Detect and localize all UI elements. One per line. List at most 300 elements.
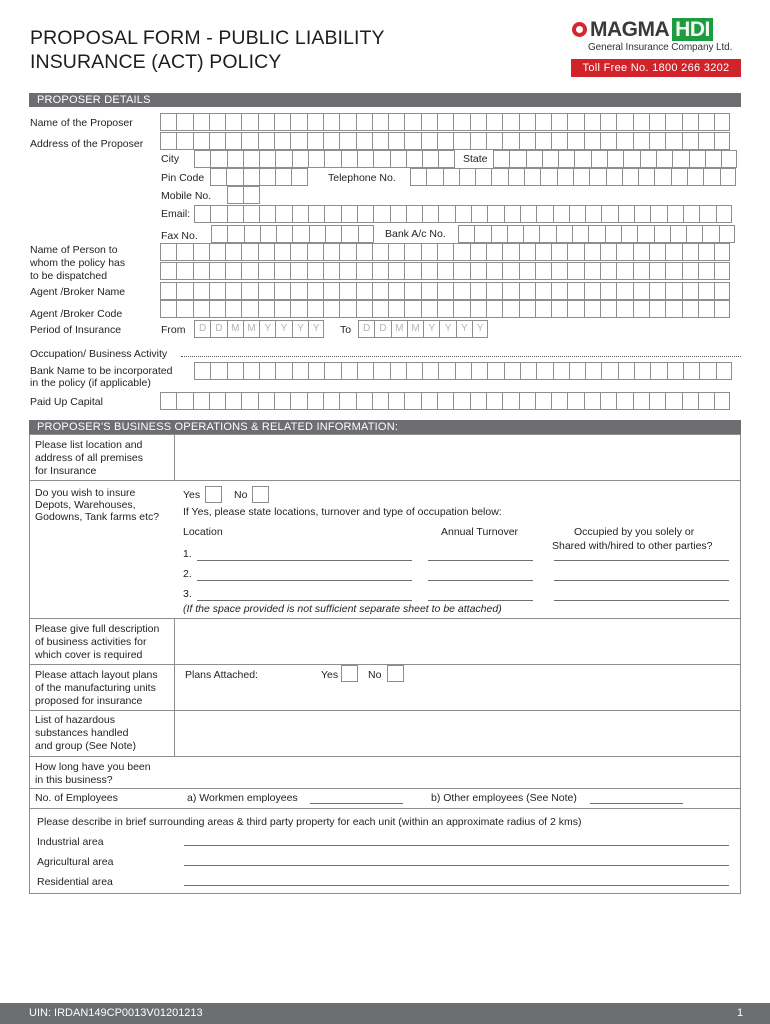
city-input-box[interactable] — [406, 150, 422, 168]
email-input[interactable] — [194, 205, 732, 223]
proposer-name-input-box[interactable] — [633, 113, 649, 131]
agent-code-input-box[interactable] — [193, 300, 209, 318]
bank-ac-input-box[interactable] — [654, 225, 670, 243]
mobile-input-box[interactable] — [243, 186, 259, 204]
occupied-input-2[interactable] — [554, 580, 729, 581]
proposer-address-input-box[interactable] — [437, 132, 453, 150]
proposer-name-input-box[interactable] — [193, 113, 209, 131]
dispatch-input-2-box[interactable] — [437, 262, 453, 280]
dispatch-input-2-box[interactable] — [551, 262, 567, 280]
dispatch-input-2-box[interactable] — [209, 262, 225, 280]
fax-input-box[interactable] — [244, 225, 260, 243]
paid-up-input-box[interactable] — [339, 392, 355, 410]
city-input-box[interactable] — [275, 150, 291, 168]
dispatch-input-1-box[interactable] — [584, 243, 600, 261]
plans-no-checkbox[interactable] — [387, 665, 404, 682]
agent-name-input-box[interactable] — [193, 282, 209, 300]
paid-up-input-box[interactable] — [404, 392, 420, 410]
proposer-name-input-box[interactable] — [502, 113, 518, 131]
occupied-input-3[interactable] — [554, 600, 729, 601]
agent-code-input-box[interactable] — [372, 300, 388, 318]
agent-name-input-box[interactable] — [600, 282, 616, 300]
dispatch-input-2-box[interactable] — [241, 262, 257, 280]
agent-code-input-box[interactable] — [209, 300, 225, 318]
city-input-box[interactable] — [341, 150, 357, 168]
period-to-input[interactable] — [358, 320, 488, 338]
proposer-address-input-box[interactable] — [339, 132, 355, 150]
proposer-name-input-box[interactable] — [616, 113, 632, 131]
agent-code-input-box[interactable] — [356, 300, 372, 318]
period-from-input-box[interactable]: D — [210, 320, 226, 338]
agent-name-input-box[interactable] — [470, 282, 486, 300]
dispatch-input-1-box[interactable] — [274, 243, 290, 261]
paid-up-input-box[interactable] — [470, 392, 486, 410]
telephone-input-box[interactable] — [573, 168, 589, 186]
email-input-box[interactable] — [699, 205, 715, 223]
proposer-address-input-box[interactable] — [258, 132, 274, 150]
dispatch-input-2-box[interactable] — [323, 262, 339, 280]
fax-input-box[interactable] — [260, 225, 276, 243]
dispatch-input-1-box[interactable] — [160, 243, 176, 261]
bank-ac-input-box[interactable] — [507, 225, 523, 243]
telephone-input-box[interactable] — [540, 168, 556, 186]
dispatch-input-1-box[interactable] — [209, 243, 225, 261]
period-to-input-box[interactable]: Y — [456, 320, 472, 338]
city-input[interactable] — [194, 150, 455, 168]
paid-up-input-box[interactable] — [600, 392, 616, 410]
dispatch-input-2-box[interactable] — [453, 262, 469, 280]
bank-ac-input-box[interactable] — [572, 225, 588, 243]
proposer-name-input-box[interactable] — [356, 113, 372, 131]
dispatch-input-2-box[interactable] — [519, 262, 535, 280]
agent-name-input-box[interactable] — [356, 282, 372, 300]
agent-name-input-box[interactable] — [307, 282, 323, 300]
proposer-name-input-box[interactable] — [698, 113, 714, 131]
dispatch-input-1-box[interactable] — [176, 243, 192, 261]
city-input-box[interactable] — [422, 150, 438, 168]
dispatch-input-2-box[interactable] — [470, 262, 486, 280]
agent-code-input-box[interactable] — [323, 300, 339, 318]
proposer-name-input-box[interactable] — [160, 113, 176, 131]
bank-name-input-box[interactable] — [455, 362, 471, 380]
agent-name-input-box[interactable] — [258, 282, 274, 300]
paid-up-input-box[interactable] — [421, 392, 437, 410]
dispatch-input-1-box[interactable] — [193, 243, 209, 261]
location-input-1[interactable] — [197, 560, 412, 561]
dispatch-input-2-box[interactable] — [567, 262, 583, 280]
proposer-name-input-box[interactable] — [388, 113, 404, 131]
dispatch-input-2-box[interactable] — [502, 262, 518, 280]
paid-up-input-box[interactable] — [307, 392, 323, 410]
proposer-address-input-box[interactable] — [616, 132, 632, 150]
email-input-box[interactable] — [683, 205, 699, 223]
agent-code-input-box[interactable] — [616, 300, 632, 318]
telephone-input-box[interactable] — [720, 168, 736, 186]
email-input-box[interactable] — [455, 205, 471, 223]
proposer-name-input-box[interactable] — [453, 113, 469, 131]
proposer-address-input-box[interactable] — [388, 132, 404, 150]
proposer-address-input-box[interactable] — [372, 132, 388, 150]
fax-input-box[interactable] — [309, 225, 325, 243]
agent-name-input-box[interactable] — [274, 282, 290, 300]
dispatch-input-1-box[interactable] — [649, 243, 665, 261]
state-input-box[interactable] — [493, 150, 509, 168]
bank-ac-input-box[interactable] — [702, 225, 718, 243]
pin-code-input-box[interactable] — [243, 168, 259, 186]
proposer-name-input-box[interactable] — [649, 113, 665, 131]
proposer-name-input-box[interactable] — [421, 113, 437, 131]
bank-name-input-box[interactable] — [194, 362, 210, 380]
agent-code-input-box[interactable] — [421, 300, 437, 318]
bank-ac-input-box[interactable] — [458, 225, 474, 243]
agent-code-input-box[interactable] — [225, 300, 241, 318]
bank-name-input-box[interactable] — [716, 362, 732, 380]
proposer-name-input-box[interactable] — [258, 113, 274, 131]
dispatch-input-1-box[interactable] — [437, 243, 453, 261]
dispatch-input-2-box[interactable] — [307, 262, 323, 280]
proposer-name-input[interactable] — [160, 113, 730, 131]
period-to-input-box[interactable]: M — [407, 320, 423, 338]
bank-name-input-box[interactable] — [699, 362, 715, 380]
telephone-input-box[interactable] — [638, 168, 654, 186]
agent-code-input-box[interactable] — [453, 300, 469, 318]
city-input-box[interactable] — [357, 150, 373, 168]
proposer-address-input-box[interactable] — [633, 132, 649, 150]
agent-name-input-box[interactable] — [665, 282, 681, 300]
agent-name-input-box[interactable] — [421, 282, 437, 300]
telephone-input-box[interactable] — [491, 168, 507, 186]
agent-name-input-box[interactable] — [633, 282, 649, 300]
bank-name-input-box[interactable] — [422, 362, 438, 380]
bank-name-input-box[interactable] — [292, 362, 308, 380]
email-input-box[interactable] — [341, 205, 357, 223]
bank-name-input-box[interactable] — [324, 362, 340, 380]
proposer-name-input-box[interactable] — [567, 113, 583, 131]
proposer-address-input-box[interactable] — [535, 132, 551, 150]
bank-name-input-box[interactable] — [520, 362, 536, 380]
email-input-box[interactable] — [227, 205, 243, 223]
telephone-input-box[interactable] — [622, 168, 638, 186]
proposer-name-input-box[interactable] — [372, 113, 388, 131]
telephone-input-box[interactable] — [703, 168, 719, 186]
email-input-box[interactable] — [243, 205, 259, 223]
city-input-box[interactable] — [390, 150, 406, 168]
state-input-box[interactable] — [656, 150, 672, 168]
proposer-name-input-box[interactable] — [209, 113, 225, 131]
telephone-input-box[interactable] — [606, 168, 622, 186]
city-input-box[interactable] — [292, 150, 308, 168]
bank-name-input-box[interactable] — [227, 362, 243, 380]
telephone-input-box[interactable] — [410, 168, 426, 186]
dispatch-input-2-box[interactable] — [421, 262, 437, 280]
email-input-box[interactable] — [422, 205, 438, 223]
bank-name-input-box[interactable] — [471, 362, 487, 380]
bank-ac-input-box[interactable] — [474, 225, 490, 243]
period-to-input-box[interactable]: M — [391, 320, 407, 338]
paid-up-input-box[interactable] — [551, 392, 567, 410]
proposer-address-input-box[interactable] — [323, 132, 339, 150]
bank-ac-input-box[interactable] — [588, 225, 604, 243]
email-input-box[interactable] — [210, 205, 226, 223]
email-input-box[interactable] — [634, 205, 650, 223]
email-input-box[interactable] — [585, 205, 601, 223]
bank-name-input[interactable] — [194, 362, 732, 380]
depots-yes-checkbox[interactable] — [205, 486, 222, 503]
dispatch-input-1-box[interactable] — [225, 243, 241, 261]
occupation-input[interactable] — [181, 356, 741, 357]
plans-yes-checkbox[interactable] — [341, 665, 358, 682]
proposer-address-input-box[interactable] — [600, 132, 616, 150]
email-input-box[interactable] — [504, 205, 520, 223]
bank-name-input-box[interactable] — [553, 362, 569, 380]
paid-up-input-box[interactable] — [453, 392, 469, 410]
bank-name-input-box[interactable] — [406, 362, 422, 380]
dispatch-input-1-box[interactable] — [633, 243, 649, 261]
proposer-address-input-box[interactable] — [665, 132, 681, 150]
bank-name-input-box[interactable] — [259, 362, 275, 380]
proposer-address-input-box[interactable] — [176, 132, 192, 150]
dispatch-input-2-box[interactable] — [290, 262, 306, 280]
proposer-name-input-box[interactable] — [437, 113, 453, 131]
dispatch-input-2-box[interactable] — [176, 262, 192, 280]
fax-input-box[interactable] — [276, 225, 292, 243]
dispatch-input-2-box[interactable] — [372, 262, 388, 280]
paid-up-input-box[interactable] — [502, 392, 518, 410]
state-input-box[interactable] — [558, 150, 574, 168]
agent-name-input-box[interactable] — [551, 282, 567, 300]
proposer-name-input-box[interactable] — [241, 113, 257, 131]
state-input-box[interactable] — [607, 150, 623, 168]
bank-ac-input-box[interactable] — [621, 225, 637, 243]
bank-ac-input-box[interactable] — [556, 225, 572, 243]
proposer-name-input-box[interactable] — [551, 113, 567, 131]
telephone-input-box[interactable] — [687, 168, 703, 186]
agent-code-input-box[interactable] — [584, 300, 600, 318]
agent-name-input-box[interactable] — [209, 282, 225, 300]
proposer-address-input-box[interactable] — [567, 132, 583, 150]
dispatch-input-1-box[interactable] — [241, 243, 257, 261]
bank-name-input-box[interactable] — [683, 362, 699, 380]
dispatch-input-2-box[interactable] — [665, 262, 681, 280]
agent-code-input-box[interactable] — [682, 300, 698, 318]
email-input-box[interactable] — [357, 205, 373, 223]
proposer-name-input-box[interactable] — [339, 113, 355, 131]
bank-name-input-box[interactable] — [618, 362, 634, 380]
agent-code-input-box[interactable] — [714, 300, 730, 318]
mobile-input[interactable] — [227, 186, 260, 204]
email-input-box[interactable] — [536, 205, 552, 223]
email-input-box[interactable] — [373, 205, 389, 223]
state-input-box[interactable] — [591, 150, 607, 168]
paid-up-input[interactable] — [160, 392, 730, 410]
agent-name-input-box[interactable] — [649, 282, 665, 300]
agent-code-input-box[interactable] — [502, 300, 518, 318]
agent-name-input[interactable] — [160, 282, 730, 300]
state-input-box[interactable] — [721, 150, 737, 168]
proposer-name-input-box[interactable] — [404, 113, 420, 131]
bank-name-input-box[interactable] — [569, 362, 585, 380]
telephone-input-box[interactable] — [459, 168, 475, 186]
paid-up-input-box[interactable] — [323, 392, 339, 410]
proposer-name-input-box[interactable] — [323, 113, 339, 131]
proposer-address-input-box[interactable] — [502, 132, 518, 150]
agent-code-input-box[interactable] — [388, 300, 404, 318]
proposer-address-input-box[interactable] — [209, 132, 225, 150]
proposer-address-input-box[interactable] — [584, 132, 600, 150]
paid-up-input-box[interactable] — [535, 392, 551, 410]
workmen-input[interactable] — [310, 803, 403, 804]
email-input-box[interactable] — [194, 205, 210, 223]
agent-code-input-box[interactable] — [274, 300, 290, 318]
city-input-box[interactable] — [194, 150, 210, 168]
dispatch-input-1-box[interactable] — [714, 243, 730, 261]
proposer-name-input-box[interactable] — [519, 113, 535, 131]
proposer-address-input-box[interactable] — [470, 132, 486, 150]
agent-name-input-box[interactable] — [486, 282, 502, 300]
turnover-input-1[interactable] — [428, 560, 533, 561]
dispatch-input-2-box[interactable] — [193, 262, 209, 280]
bank-ac-input-box[interactable] — [539, 225, 555, 243]
email-input-box[interactable] — [292, 205, 308, 223]
mobile-input-box[interactable] — [227, 186, 243, 204]
email-input-box[interactable] — [259, 205, 275, 223]
city-input-box[interactable] — [243, 150, 259, 168]
telephone-input-box[interactable] — [443, 168, 459, 186]
proposer-address-input-box[interactable] — [307, 132, 323, 150]
dispatch-input-1-box[interactable] — [567, 243, 583, 261]
dispatch-input-2-box[interactable] — [274, 262, 290, 280]
dispatch-input-1-box[interactable] — [486, 243, 502, 261]
agent-name-input-box[interactable] — [453, 282, 469, 300]
pin-code-input[interactable] — [210, 168, 308, 186]
fax-input[interactable] — [211, 225, 374, 243]
telephone-input-box[interactable] — [426, 168, 442, 186]
paid-up-input-box[interactable] — [193, 392, 209, 410]
state-input-box[interactable] — [672, 150, 688, 168]
dispatch-input-2-box[interactable] — [388, 262, 404, 280]
proposer-address-input-box[interactable] — [193, 132, 209, 150]
dispatch-input-1-box[interactable] — [307, 243, 323, 261]
dispatch-input-2-box[interactable] — [225, 262, 241, 280]
proposer-address-input-box[interactable] — [421, 132, 437, 150]
paid-up-input-box[interactable] — [567, 392, 583, 410]
agent-name-input-box[interactable] — [502, 282, 518, 300]
agent-name-input-box[interactable] — [176, 282, 192, 300]
proposer-address-input-box[interactable] — [225, 132, 241, 150]
dispatch-input-1-box[interactable] — [290, 243, 306, 261]
agent-name-input-box[interactable] — [682, 282, 698, 300]
period-to-input-box[interactable]: D — [358, 320, 374, 338]
agent-name-input-box[interactable] — [241, 282, 257, 300]
dispatch-input-1-box[interactable] — [698, 243, 714, 261]
dispatch-input-1-box[interactable] — [421, 243, 437, 261]
email-input-box[interactable] — [618, 205, 634, 223]
proposer-name-input-box[interactable] — [665, 113, 681, 131]
bank-name-input-box[interactable] — [536, 362, 552, 380]
paid-up-input-box[interactable] — [584, 392, 600, 410]
agent-name-input-box[interactable] — [519, 282, 535, 300]
paid-up-input-box[interactable] — [290, 392, 306, 410]
bank-ac-input-box[interactable] — [670, 225, 686, 243]
paid-up-input-box[interactable] — [519, 392, 535, 410]
email-input-box[interactable] — [650, 205, 666, 223]
city-input-box[interactable] — [373, 150, 389, 168]
agent-code-input-box[interactable] — [437, 300, 453, 318]
dispatch-input-1-box[interactable] — [551, 243, 567, 261]
bank-name-input-box[interactable] — [373, 362, 389, 380]
proposer-name-input-box[interactable] — [584, 113, 600, 131]
bank-ac-input-box[interactable] — [605, 225, 621, 243]
proposer-name-input-box[interactable] — [535, 113, 551, 131]
telephone-input-box[interactable] — [589, 168, 605, 186]
bank-name-input-box[interactable] — [341, 362, 357, 380]
dispatch-input-1-box[interactable] — [502, 243, 518, 261]
bank-name-input-box[interactable] — [667, 362, 683, 380]
telephone-input[interactable] — [410, 168, 736, 186]
agent-code-input-box[interactable] — [567, 300, 583, 318]
agent-code-input-box[interactable] — [665, 300, 681, 318]
fax-input-box[interactable] — [292, 225, 308, 243]
dispatch-input-2-box[interactable] — [486, 262, 502, 280]
agent-name-input-box[interactable] — [404, 282, 420, 300]
agent-name-input-box[interactable] — [584, 282, 600, 300]
period-to-input-box[interactable]: Y — [439, 320, 455, 338]
proposer-name-input-box[interactable] — [290, 113, 306, 131]
agent-name-input-box[interactable] — [437, 282, 453, 300]
agent-name-input-box[interactable] — [714, 282, 730, 300]
dispatch-input-2-box[interactable] — [600, 262, 616, 280]
city-input-box[interactable] — [210, 150, 226, 168]
dispatch-input-2-box[interactable] — [616, 262, 632, 280]
dispatch-input-2-box[interactable] — [698, 262, 714, 280]
agent-code-input-box[interactable] — [600, 300, 616, 318]
agent-code-input-box[interactable] — [290, 300, 306, 318]
email-input-box[interactable] — [487, 205, 503, 223]
email-input-box[interactable] — [667, 205, 683, 223]
paid-up-input-box[interactable] — [486, 392, 502, 410]
fax-input-box[interactable] — [325, 225, 341, 243]
period-from-input-box[interactable]: Y — [259, 320, 275, 338]
bank-name-input-box[interactable] — [390, 362, 406, 380]
location-input-2[interactable] — [197, 580, 412, 581]
proposer-address-input-box[interactable] — [160, 132, 176, 150]
dispatch-input-2-box[interactable] — [535, 262, 551, 280]
bank-name-input-box[interactable] — [308, 362, 324, 380]
agent-code-input-box[interactable] — [535, 300, 551, 318]
dispatch-input-1-box[interactable] — [404, 243, 420, 261]
paid-up-input-box[interactable] — [225, 392, 241, 410]
city-input-box[interactable] — [227, 150, 243, 168]
city-input-box[interactable] — [308, 150, 324, 168]
proposer-address-input-box[interactable] — [486, 132, 502, 150]
fax-input-box[interactable] — [211, 225, 227, 243]
dispatch-input-2-box[interactable] — [584, 262, 600, 280]
bank-name-input-box[interactable] — [275, 362, 291, 380]
agent-code-input-box[interactable] — [339, 300, 355, 318]
telephone-input-box[interactable] — [654, 168, 670, 186]
proposer-address-input-box[interactable] — [551, 132, 567, 150]
email-input-box[interactable] — [438, 205, 454, 223]
pin-code-input-box[interactable] — [291, 168, 307, 186]
dispatch-input-1-box[interactable] — [339, 243, 355, 261]
agent-name-input-box[interactable] — [160, 282, 176, 300]
proposer-name-input-box[interactable] — [714, 113, 730, 131]
telephone-input-box[interactable] — [557, 168, 573, 186]
proposer-name-input-box[interactable] — [176, 113, 192, 131]
proposer-address-input-box[interactable] — [519, 132, 535, 150]
dispatch-input-1-box[interactable] — [372, 243, 388, 261]
proposer-name-input-box[interactable] — [307, 113, 323, 131]
